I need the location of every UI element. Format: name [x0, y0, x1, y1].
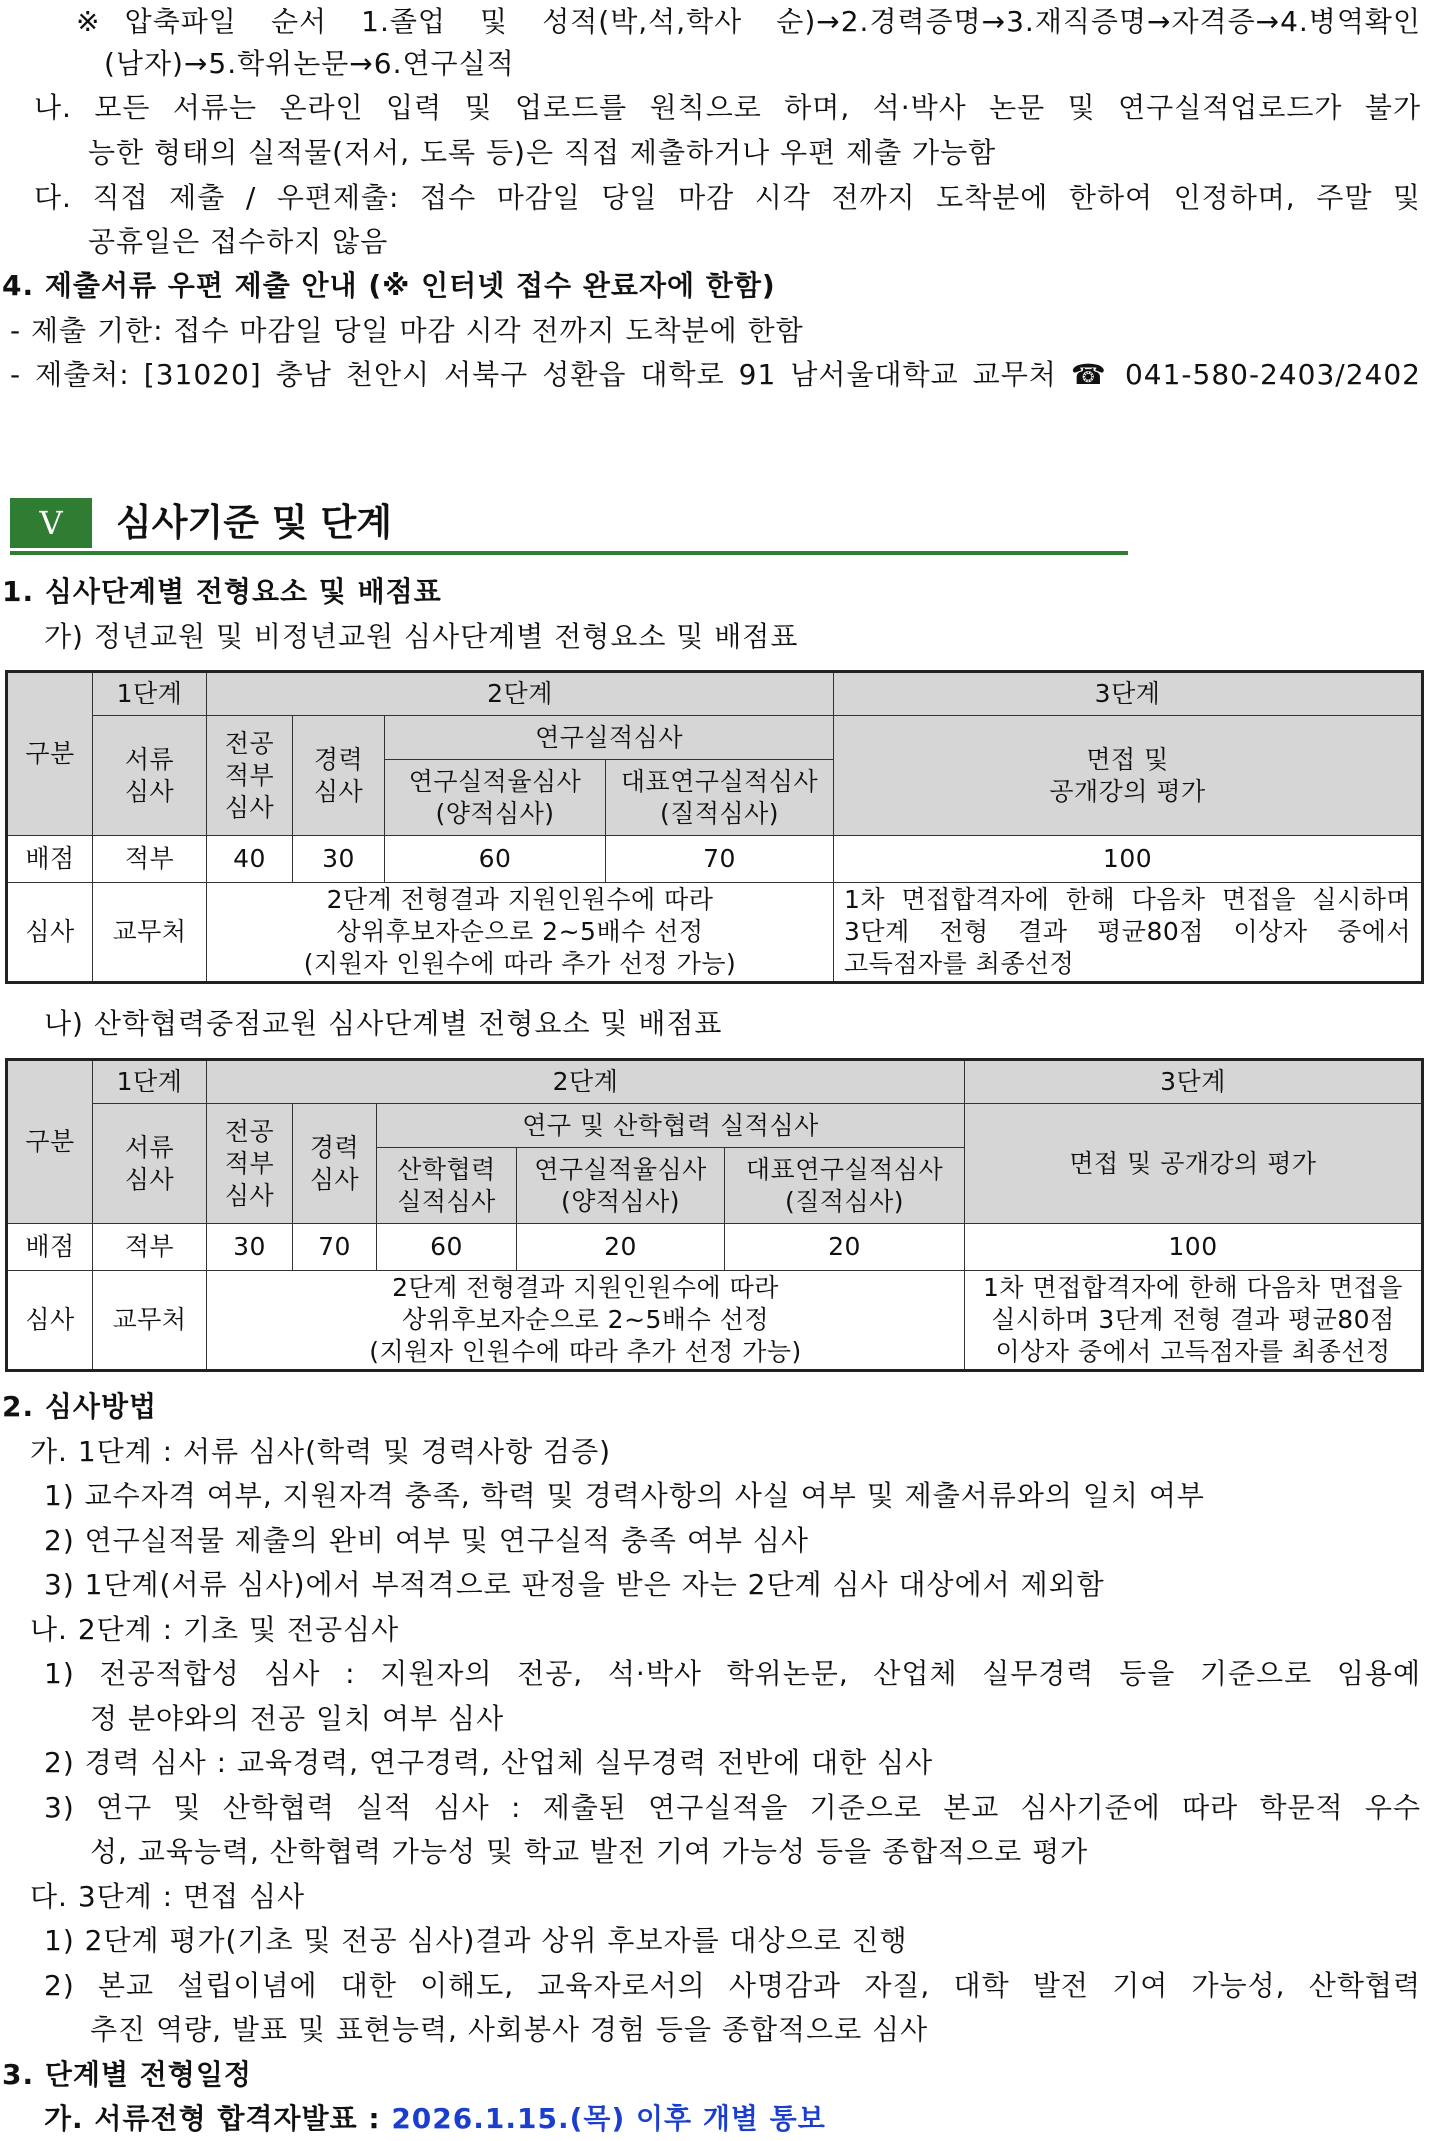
section-header [10, 498, 1128, 556]
row-label-score: 배점 [7, 1224, 93, 1271]
header-document-review [93, 1104, 207, 1224]
reviewer-cell: 교무처 [93, 1271, 207, 1371]
text-line: 성, 교육능력, 산학협력 가능성 및 학교 발전 기여 가능성 등을 종합적으로 평가 [90, 1835, 1089, 1868]
text-line: (남자)→5.학위논문→6.연구실적 [104, 47, 515, 80]
score-cell: 60 [377, 1224, 517, 1271]
text-line: 나. 2단계 : 기초 및 전공심사 [30, 1613, 400, 1646]
header-text: 전공 [224, 1116, 275, 1146]
result-text: 1차 면접합격자에 한해 다음차 면접을 [983, 1273, 1403, 1302]
score-cell: 100 [965, 1224, 1423, 1271]
header-stage3: 3단계 [834, 672, 1423, 716]
header-quantitative [385, 760, 606, 836]
header-text: 연구실적율심사 [408, 766, 582, 796]
header-text: 적부 [224, 760, 275, 790]
header-text: 서류 [124, 744, 175, 774]
result-text: 고득점자를 최종선정 [844, 949, 1075, 978]
header-research-review: 연구 및 산학협력 실적심사 [377, 1104, 965, 1148]
text-line: 나. 모든 서류는 온라인 입력 및 업로드를 원칙으로 하며, 석·박사 논문 및 연구실적업로드가 불가 [34, 91, 1421, 124]
section-title: 심사기준 및 단계 [116, 501, 392, 544]
header-qualitative [725, 1148, 965, 1224]
header-text: 대표연구실적심사 [620, 766, 819, 796]
result-text: 상위후보자순으로 2~5배수 선정 [402, 1305, 769, 1334]
score-cell: 적부 [93, 836, 207, 883]
header-text: 공개강의 평가 [1049, 776, 1206, 806]
result-text: 2단계 전형결과 지원인원수에 따라 [326, 885, 714, 914]
header-stage2: 2단계 [207, 1060, 965, 1104]
text-line: - 제출처: [31020] 충남 천안시 서북구 성환읍 대학로 91 남서울대학교 교무처 ☎ 041-580-2403/2402 [10, 358, 1421, 391]
table-caption: 가) 정년교원 및 비정년교원 심사단계별 전형요소 및 배점표 [44, 620, 799, 653]
header-text: 심사 [309, 1164, 360, 1194]
schedule-label: 가. 서류전형 합격자발표 : [44, 2102, 392, 2135]
text-line: 2) 연구실적물 제출의 완비 여부 및 연구실적 충족 여부 심사 [44, 1524, 809, 1557]
header-gubun: 구분 [7, 672, 93, 836]
header-stage1: 1단계 [93, 672, 207, 716]
header-text: 경력 [313, 744, 364, 774]
header-text: 실적심사 [397, 1186, 496, 1216]
header-text: (질적심사) [784, 1186, 905, 1216]
text-line: 공휴일은 접수하지 않음 [88, 225, 389, 258]
header-research-review: 연구실적심사 [385, 716, 834, 760]
stage2-result-cell [207, 883, 834, 983]
result-text: (지원자 인원수에 따라 추가 선정 가능) [369, 1337, 802, 1366]
header-interview: 면접 및 공개강의 평가 [965, 1104, 1423, 1224]
header-text: 적부 [224, 1148, 275, 1178]
text-line: 3) 1단계(서류 심사)에서 부적격으로 판정을 받은 자는 2단계 심사 대상에서 제외함 [44, 1568, 1105, 1601]
header-interview [834, 716, 1423, 836]
text-line: 3) 연구 및 산학협력 실적 심사 : 제출된 연구실적을 기준으로 본교 심사기준에 따라 학문적 우수 [44, 1791, 1421, 1824]
header-text: 전공 [224, 728, 275, 758]
text-line: ※압축파일 순서 1.졸업 및 성적(박,석,학사 순)→2.경력증명→3.재직증명→자격증→4.병역확인 [76, 5, 1421, 38]
header-text: 산학협력 [397, 1154, 496, 1184]
text-line: 2) 경력 심사 : 교육경력, 연구경력, 산업체 실무경력 전반에 대한 심사 [44, 1746, 934, 1779]
score-cell: 60 [385, 836, 606, 883]
header-text: (질적심사) [659, 798, 780, 828]
header-quantitative [517, 1148, 725, 1224]
result-text: 2단계 전형결과 지원인원수에 따라 [392, 1273, 779, 1302]
row-label-score: 배점 [7, 836, 93, 883]
stage3-result-cell [965, 1271, 1423, 1371]
text-line: 가. 1단계 : 서류 심사(학력 및 경력사항 검증) [30, 1435, 612, 1468]
header-career-review [293, 1104, 377, 1224]
text-line: 2) 본교 설립이념에 대한 이해도, 교육자로서의 사명감과 자질, 대학 발전 기여 가능성, 산학협력 [44, 1969, 1421, 2002]
header-text: (양적심사) [435, 798, 555, 828]
text-line: 능한 형태의 실적물(저서, 도록 등)은 직접 제출하거나 우편 제출 가능함 [88, 136, 997, 169]
header-stage1: 1단계 [93, 1060, 207, 1104]
score-cell: 20 [725, 1224, 965, 1271]
result-text: 상위후보자순으로 2~5배수 선정 [336, 917, 704, 946]
text-line: 1) 전공적합성 심사 : 지원자의 전공, 석·박사 학위논문, 산업체 실무경력 등을 기준으로 임용예 [44, 1657, 1421, 1690]
text-line: 다. 직접 제출 / 우편제출: 접수 마감일 당일 마감 시각 전까지 도착분에 한하여 인정하며, 주말 및 [34, 181, 1421, 214]
header-qualitative [606, 760, 834, 836]
header-text: 대표연구실적심사 [745, 1154, 944, 1184]
header-major-review [207, 716, 293, 836]
result-text: (지원자 인원수에 따라 추가 선정 가능) [303, 949, 737, 978]
header-text: (양적심사) [560, 1186, 681, 1216]
score-cell: 적부 [93, 1224, 207, 1271]
header-stage3: 3단계 [965, 1060, 1423, 1104]
header-career-review [293, 716, 385, 836]
score-cell: 100 [834, 836, 1423, 883]
header-text: 심사 [313, 776, 364, 806]
schedule-line [44, 2097, 826, 2141]
section-heading: 4. 제출서류 우편 제출 안내 (※ 인터넷 접수 완료자에 한함) [2, 269, 776, 302]
result-text: 이상자 중에서 고득점자를 최종선정 [995, 1337, 1391, 1366]
header-gubun: 구분 [7, 1060, 93, 1224]
subsection-heading: 2. 심사방법 [2, 1390, 158, 1423]
text-line: 다. 3단계 : 면접 심사 [30, 1880, 306, 1913]
result-text: 3단계 전형 결과 평균80점 이상자 중에서 [844, 917, 1412, 946]
subsection-heading: 3. 단계별 전형일정 [2, 2058, 252, 2091]
row-label-review: 심사 [7, 1271, 93, 1371]
result-text: 실시하며 3단계 전형 결과 평균80점 [991, 1305, 1395, 1334]
header-stage2: 2단계 [207, 672, 834, 716]
text-line: 추진 역량, 발표 및 표현능력, 사회봉사 경험 등을 종합적으로 심사 [90, 2013, 929, 2046]
section-divider [10, 551, 1128, 555]
reviewer-cell: 교무처 [93, 883, 207, 983]
score-table-industry [5, 1058, 1424, 1372]
header-text: 연구실적율심사 [534, 1154, 707, 1184]
header-text: 심사 [124, 1164, 175, 1194]
result-text: 1차 면접합격자에 한해 다음차 면접을 실시하며 [844, 885, 1412, 914]
header-text: 경력 [309, 1132, 360, 1162]
text-line: 1) 교수자격 여부, 지원자격 충족, 학력 및 경력사항의 사실 여부 및 제출서류와의 일치 여부 [44, 1479, 1205, 1512]
text-line: 정 분야와의 전공 일치 여부 심사 [90, 1702, 505, 1735]
score-cell: 30 [293, 836, 385, 883]
score-cell: 30 [207, 1224, 293, 1271]
score-table-regular [5, 670, 1424, 984]
table-caption: 나) 산학협력중점교원 심사단계별 전형요소 및 배점표 [44, 1007, 723, 1040]
score-cell: 70 [606, 836, 834, 883]
stage3-result-cell [834, 883, 1423, 983]
header-text: 심사 [224, 1180, 275, 1210]
header-text: 심사 [124, 776, 175, 806]
score-cell: 70 [293, 1224, 377, 1271]
header-text: 심사 [224, 792, 275, 822]
header-text: 면접 및 [1086, 744, 1169, 774]
text-line: 1) 2단계 평가(기초 및 전공 심사)결과 상위 후보자를 대상으로 진행 [44, 1924, 908, 1957]
stage2-result-cell [207, 1271, 965, 1371]
schedule-date: 2026.1.15.(목) 이후 개별 통보 [391, 2102, 826, 2135]
subsection-heading: 1. 심사단계별 전형요소 및 배점표 [2, 575, 442, 608]
score-cell: 20 [517, 1224, 725, 1271]
header-document-review [93, 716, 207, 836]
section-number-badge: Ⅴ [10, 498, 92, 548]
header-text: 서류 [124, 1132, 175, 1162]
row-label-review: 심사 [7, 883, 93, 983]
header-industry-cooperation [377, 1148, 517, 1224]
score-cell: 40 [207, 836, 293, 883]
header-major-review [207, 1104, 293, 1224]
text-line: - 제출 기한: 접수 마감일 당일 마감 시각 전까지 도착분에 한함 [10, 314, 804, 347]
